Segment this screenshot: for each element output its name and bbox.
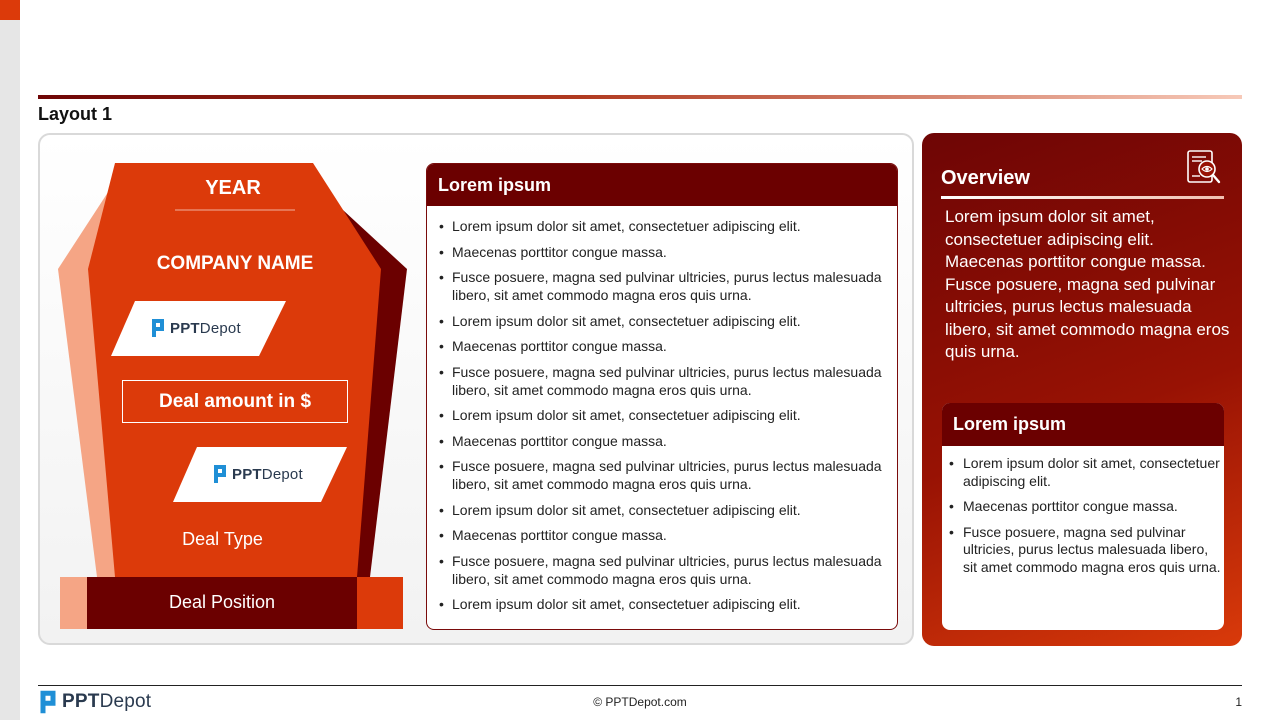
- list-item: • Lorem ipsum dolor sit amet, consectetuer adipiscing elit.: [427, 501, 897, 519]
- document-search-icon: [1186, 149, 1222, 187]
- list-item: • Lorem ipsum dolor sit amet, consectetuer adipiscing elit.: [942, 455, 1224, 490]
- overview-bullet-list: [942, 446, 1224, 576]
- list-item: • Lorem ipsum dolor sit amet, consectetuer adipiscing elit.: [427, 595, 897, 613]
- company-name: COMPANY NAME: [156, 253, 314, 274]
- main-card-title: Lorem ipsum: [427, 164, 897, 206]
- list-item: • Fusce posuere, magna sed pulvinar ultricies, purus lectus malesuada libero, sit amet commodo magna eros quis urna.: [427, 457, 897, 493]
- footer-copyright: © PPTDepot.com: [593, 695, 687, 709]
- base-left: [60, 577, 87, 629]
- slide-title: Layout 1: [38, 104, 113, 124]
- company-logo-1: [150, 318, 241, 338]
- footer-rule: [38, 685, 1242, 686]
- footer-logo-text: PPTDepot: [62, 691, 152, 712]
- overview-card: [942, 403, 1224, 630]
- year-label: YEAR: [205, 177, 261, 199]
- list-item: • Maecenas porttitor congue massa.: [427, 243, 897, 261]
- list-item: • Maecenas porttitor congue massa.: [427, 526, 897, 544]
- deal-type-label: Deal Type: [182, 529, 263, 549]
- pptdepot-logo-icon: [150, 318, 166, 338]
- company-logo-2: [212, 464, 303, 484]
- logo-text: PPTDepot: [232, 465, 303, 483]
- page-number: 1: [1235, 695, 1242, 709]
- base-right: [357, 577, 403, 629]
- deal-position-label: Deal Position: [168, 592, 276, 612]
- list-item: • Fusce posuere, magna sed pulvinar ultricies, purus lectus malesuada libero, sit amet commodo magna eros quis urna.: [427, 552, 897, 588]
- overview-card-title: Lorem ipsum: [942, 403, 1224, 446]
- list-item: • Fusce posuere, magna sed pulvinar ultricies, purus lectus malesuada libero, sit amet commodo magna eros quis urna.: [942, 524, 1224, 577]
- list-item: • Lorem ipsum dolor sit amet, consectetuer adipiscing elit.: [427, 312, 897, 330]
- corner-accent: [0, 0, 20, 20]
- list-item: • Lorem ipsum dolor sit amet, consectetuer adipiscing elit.: [427, 406, 897, 424]
- pptdepot-logo-icon: [212, 464, 228, 484]
- title-rule: [38, 95, 1242, 99]
- list-item: • Lorem ipsum dolor sit amet, consectetuer adipiscing elit.: [427, 217, 897, 235]
- overview-text: Lorem ipsum dolor sit amet, consectetuer adipiscing elit. Maecenas porttitor congue massa. Fusce posuere, magna sed pulvinar ultricies, purus lectus malesuada libero, sit amet commodo magna eros quis urna.: [945, 207, 1230, 361]
- main-bullet-list: [427, 206, 897, 613]
- overview-underline: [941, 196, 1224, 199]
- list-item: • Maecenas porttitor congue massa.: [427, 337, 897, 355]
- list-item: • Maecenas porttitor congue massa.: [427, 432, 897, 450]
- main-bullet-card: [426, 163, 898, 630]
- list-item: • Fusce posuere, magna sed pulvinar ultricies, purus lectus malesuada libero, sit amet commodo magna eros quis urna.: [427, 363, 897, 399]
- left-margin-strip: [0, 0, 20, 720]
- deal-amount-box: Deal amount in $: [122, 380, 348, 423]
- pptdepot-logo-icon: [38, 689, 58, 715]
- trophy-front: [88, 163, 381, 577]
- logo-text: PPTDepot: [170, 319, 241, 337]
- list-item: • Maecenas porttitor congue massa.: [942, 498, 1224, 516]
- footer-logo: [38, 689, 151, 715]
- list-item: • Fusce posuere, magna sed pulvinar ultricies, purus lectus malesuada libero, sit amet commodo magna eros quis urna.: [427, 268, 897, 304]
- overview-title: Overview: [941, 167, 1030, 189]
